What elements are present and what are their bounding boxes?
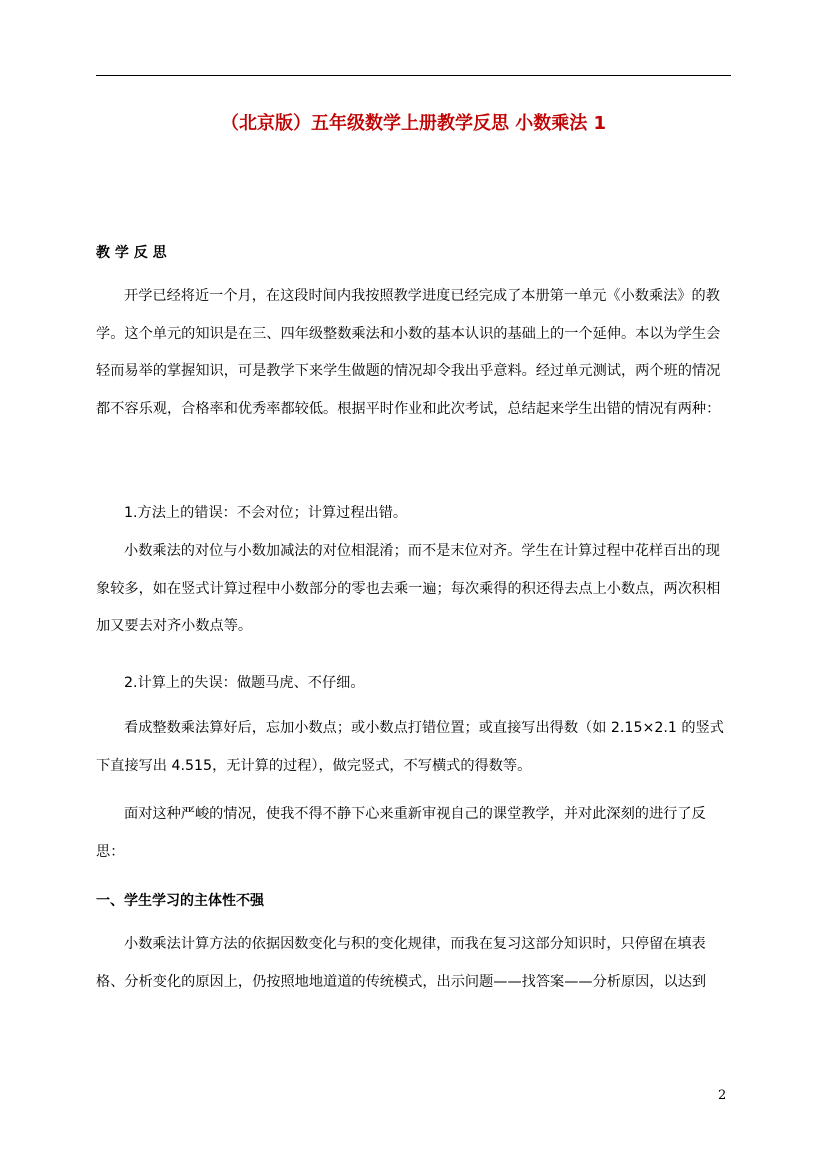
- paragraph-intro: 开学已经将近一个月，在这段时间内我按照教学进度已经完成了本册第一单元《小数乘法》的教学。这个单元的知识是在三、四年级整数乘法和小数的基本认识的基础上的一个延伸。本以为学生会轻而易举的掌握知识，可是教学下来学生做题的情况却令我出乎意料。经过单元测试，两个班的情况都不容乐观，合格率和优秀率都较低。根据平时作业和此次考试，总结起来学生出错的情况有两种：: [96, 288, 721, 417]
- section-label: 教 学 反 思: [96, 245, 167, 261]
- document-title: （北京版）五年级数学上册教学反思 小数乘法 1: [220, 113, 607, 134]
- heading-first-point: 一、学生学习的主体性不强: [96, 893, 264, 909]
- header-rule: [96, 75, 731, 76]
- paragraph-point-2-detail: 看成整数乘法算好后，忘加小数点；或小数点打错位置；或直接写出得数（如 2.15×2.1 的竖式下直接写出 4.515，无计算的过程），做完竖式，不写横式的得数等。: [96, 720, 724, 774]
- paragraph-point-1-detail: 小数乘法的对位与小数加减法的对位相混淆；而不是末位对齐。学生在计算过程中花样百出的现象较多，如在竖式计算过程中小数部分的零也去乘一遍；每次乘得的积还得去点上小数点，两次积相加又要去对齐小数点等。: [96, 543, 721, 634]
- paragraph-first-point-body: 小数乘法计算方法的依据因数变化与积的变化规律，而我在复习这部分知识时，只停留在填表格、分析变化的原因上，仍按照地地道道的传统模式，出示问题——找答案——分析原因，以达到: [96, 936, 707, 990]
- paragraph-reflection: 面对这种严峻的情况，使我不得不静下心来重新审视自己的课堂教学，并对此深刻的进行了反思：: [96, 806, 706, 860]
- paragraph-point-2: 2.计算上的失误：做题马虎、不仔细。: [124, 675, 365, 691]
- paragraph-point-1: 1.方法上的错误：不会对位；计算过程出错。: [124, 505, 408, 521]
- page-number: 2: [718, 1088, 727, 1103]
